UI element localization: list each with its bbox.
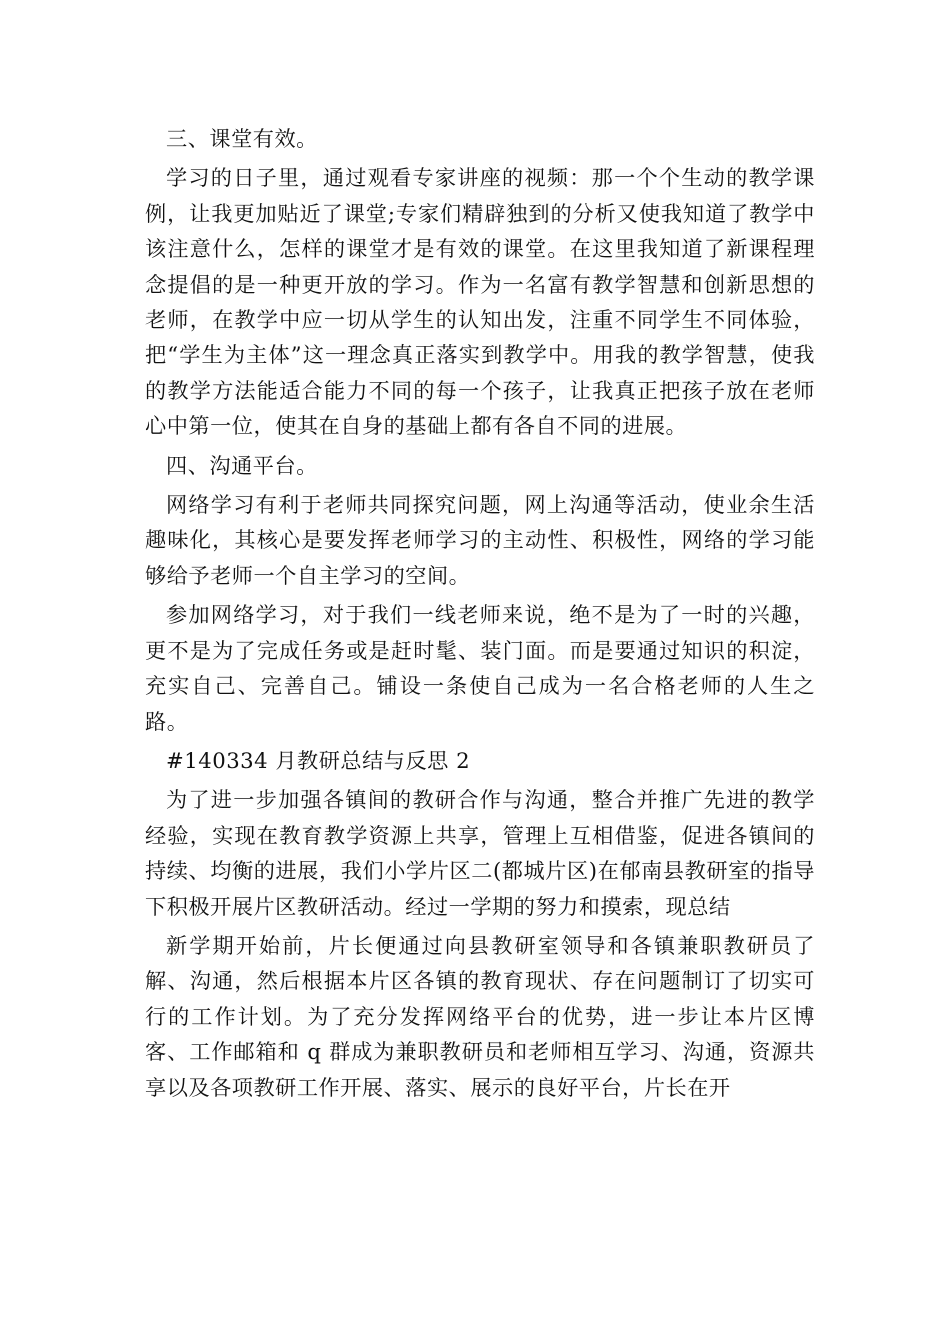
document-body	[145, 121, 815, 1109]
article-title: #140334 月教研总结与反思 2	[166, 747, 471, 773]
paragraph: 学习的日子里，通过观看专家讲座的视频：那一个个生动的教学课例，让我更加贴近了课堂;专家们精辟独到的分析又使我知道了教学中该注意什么，怎样的课堂才是有效的课堂。在这里我知道了新课程理念提倡的是一种更开放的学习。作为一名富有教学智慧和创新思想的老师，在教学中应一切从学生的认知出发，注重不同学生不同体验，把“学生为主体”这一理念真正落实到教学中。用我的教学智慧，使我的教学方法能适合能力不同的每一个孩子，让我真正把孩子放在老师心中第一位，使其在自身的基础上都有各自不同的进展。	[145, 165, 815, 439]
section-heading-3: 三、课堂有效。	[166, 126, 318, 151]
paragraph: 新学期开始前，片长便通过向县教研室领导和各镇兼职教研员了解、沟通，然后根据本片区各镇的教育现状、存在问题制订了切实可行的工作计划。为了充分发挥网络平台的优势，进一步让本片区博客、工作邮箱和 q 群成为兼职教研员和老师相互学习、沟通，资源共享以及各项教研工作开展、落实、展示的良好平台，片长在开	[145, 932, 815, 1100]
paragraph: 为了进一步加强各镇间的教研合作与沟通，整合并推广先进的教学经验，实现在教育教学资源上共享，管理上互相借鉴，促进各镇间的持续、均衡的进展，我们小学片区二(都城片区)在郁南县教研室的指导下积极开展片区教研活动。经过一学期的努力和摸索，现总结	[145, 787, 815, 919]
section-heading-4: 四、沟通平台。	[166, 452, 318, 478]
paragraph: 网络学习有利于老师共同探究问题，网上沟通等活动，使业余生活趣味化，其核心是要发挥老师学习的主动性、积极性，网络的学习能够给予老师一个自主学习的空间。	[145, 492, 815, 588]
paragraph: 参加网络学习，对于我们一线老师来说，绝不是为了一时的兴趣，更不是为了完成任务或是赶时髦、装门面。而是要通过知识的积淀，充实自己、完善自己。铺设一条使自己成为一名合格老师的人生之路。	[145, 602, 815, 734]
